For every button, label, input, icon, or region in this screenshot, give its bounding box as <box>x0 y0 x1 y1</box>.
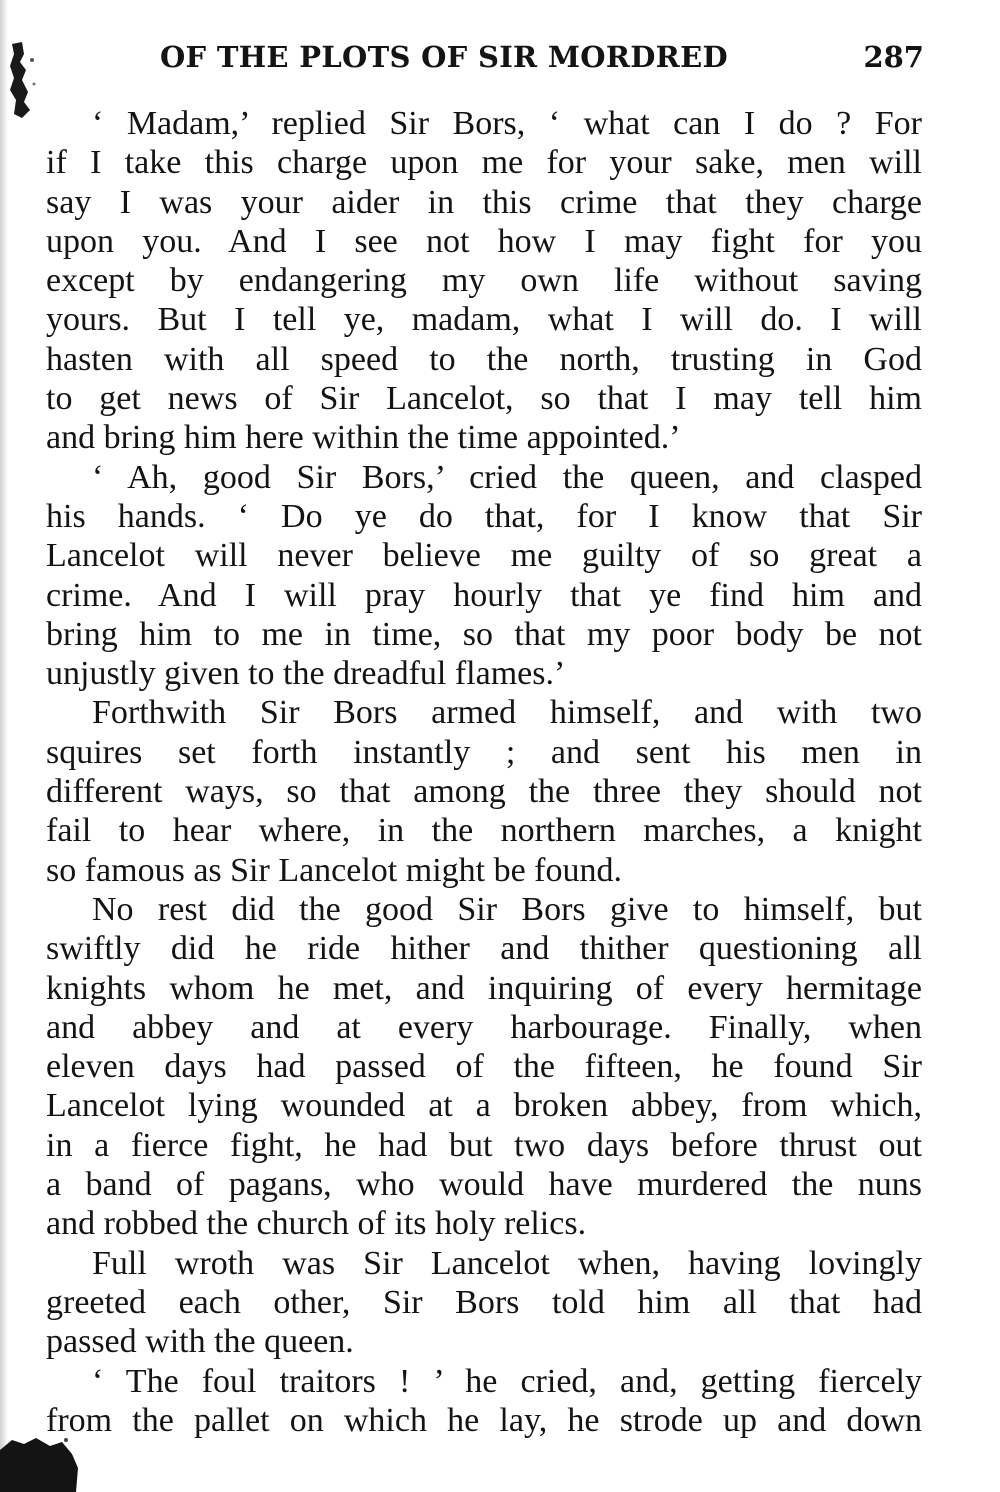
text-line: passed with the queen. <box>46 1323 354 1361</box>
text-line: eleven days had passed of the fifteen, he found Sir <box>46 1048 922 1086</box>
text-line: and bring him here within the time appointed.’ <box>46 419 681 457</box>
text-line: Full wroth was Sir Lancelot when, having lovingly <box>92 1244 922 1282</box>
text-line: and abbey and at every harbourage. Finally, when <box>46 1008 922 1046</box>
text-line: fail to hear where, in the northern marches, a knight <box>46 812 922 850</box>
text-line: swiftly did he ride hither and thither questioning all <box>46 930 922 968</box>
scan-blot-top-icon <box>8 40 42 120</box>
text-line: Forthwith Sir Bors armed himself, and with two <box>92 694 922 732</box>
text-line: and robbed the church of its holy relics. <box>46 1205 587 1243</box>
text-line: so famous as Sir Lancelot might be found. <box>46 851 623 889</box>
text-line: Lancelot will never believe me guilty of so great a <box>46 537 922 575</box>
text-line: ‘ The foul traitors ! ’ he cried, and, getting fiercely <box>92 1362 922 1400</box>
text-line: different ways, so that among the three they should not <box>46 773 922 811</box>
text-line: Lancelot lying wounded at a broken abbey, from which, <box>46 1087 922 1125</box>
text-line: ‘ Madam,’ replied Sir Bors, ‘ what can I do ? For <box>92 105 922 142</box>
text-line: crime. And I will pray hourly that ye find him and <box>46 576 922 614</box>
text-line: upon you. And I see not how I may fight for you <box>46 222 922 260</box>
text-line: squires set forth instantly ; and sent his men in <box>46 733 922 771</box>
page-header <box>160 40 924 84</box>
text-line: hasten with all speed to the north, trusting in God <box>46 340 922 378</box>
text-line: if I take this charge upon me for your sake, men will <box>46 144 922 182</box>
text-line: No rest did the good Sir Bors give to himself, but <box>92 890 922 928</box>
text-line: a band of pagans, who would have murdered the nuns <box>46 1166 922 1204</box>
body-text <box>46 104 922 1440</box>
scan-blot-bottom-icon <box>0 1432 84 1492</box>
running-head: OF THE PLOTS OF SIR MORDRED <box>160 40 728 74</box>
text-line: ‘ Ah, good Sir Bors,’ cried the queen, and clasped <box>92 458 922 496</box>
text-line: knights whom he met, and inquiring of every hermitage <box>46 969 922 1007</box>
text-line: from the pallet on which he lay, he strode up and down <box>46 1401 922 1439</box>
text-line: greeted each other, Sir Bors told him all that had <box>46 1283 922 1321</box>
text-line: unjustly given to the dreadful flames.’ <box>46 655 566 693</box>
text-line: to get news of Sir Lancelot, so that I may tell him <box>46 380 922 418</box>
text-line: his hands. ‘ Do ye do that, for I know that Sir <box>46 497 922 535</box>
scan-edge-shadow <box>0 0 8 1492</box>
text-line: yours. But I tell ye, madam, what I will do. I will <box>46 301 922 339</box>
text-line: bring him to me in time, so that my poor body be not <box>46 615 922 653</box>
text-line: say I was your aider in this crime that they charge <box>46 183 922 221</box>
text-line: except by endangering my own life without saving <box>46 262 922 300</box>
page-number: 287 <box>863 40 924 74</box>
text-line: in a fierce fight, he had but two days before thrust out <box>46 1126 922 1164</box>
